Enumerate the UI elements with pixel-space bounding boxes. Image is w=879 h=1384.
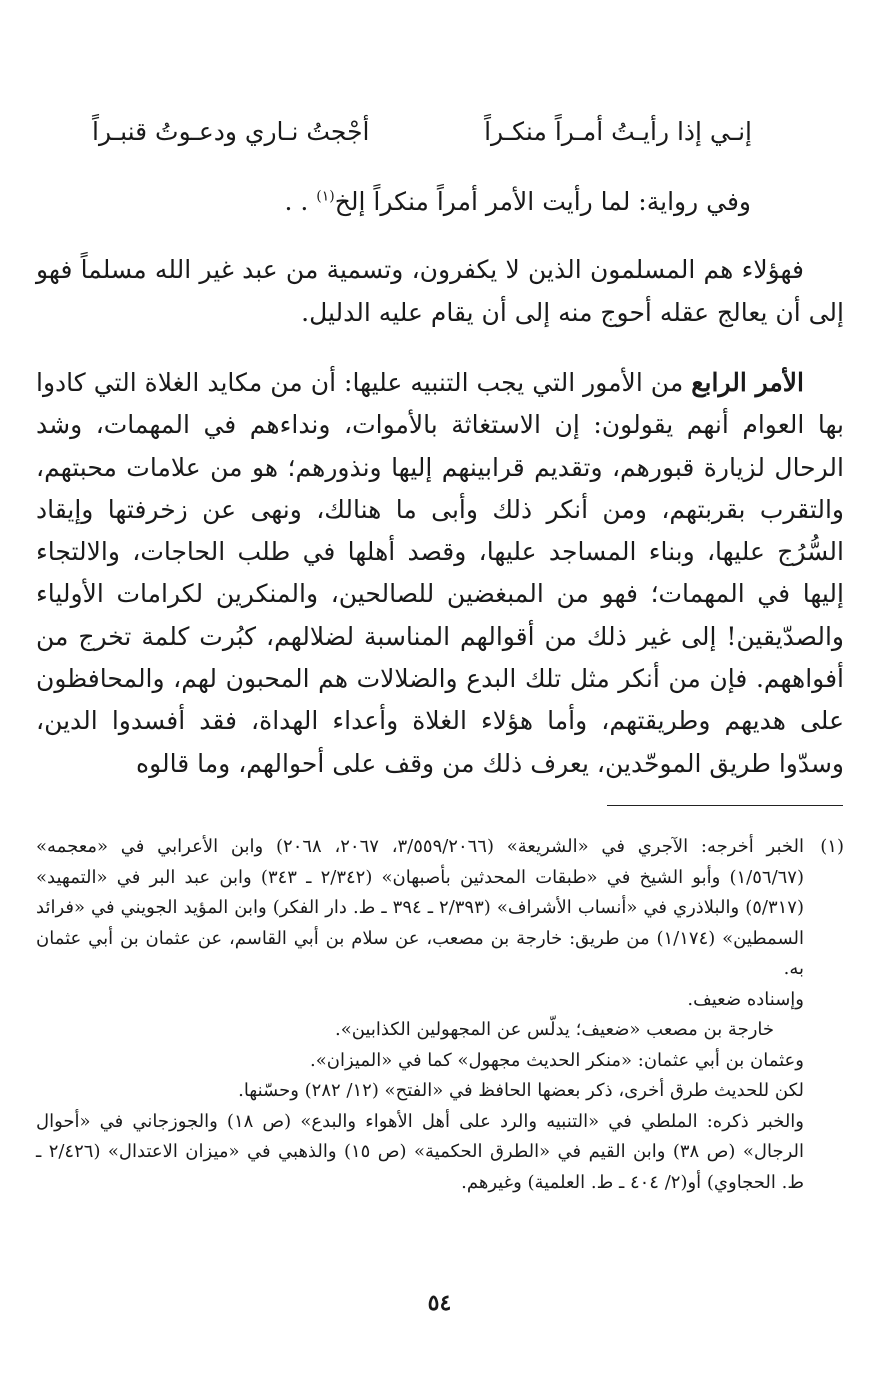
footnote-number: (١) [820,836,844,857]
page-number: ٥٤ [427,1290,452,1316]
paragraph-1-text: فهؤلاء هم المسلمون الذين لا يكفرون، وتسمية من عبد غير الله مسلماً فهو إلى أن يعالج عقله أحوج منه إلى أن يقام عليه الدليل. [36,255,844,327]
footnote-1 [36,832,844,1198]
paragraph-2-lead: الأمر الرابع [691,368,804,397]
paragraph-1 [36,248,844,334]
footnotes [36,832,844,1198]
poem-verse [92,110,752,154]
footnote-indented-line: خارجة بن مصعب «ضعيف؛ يدلّس عن المجهولين الكذابين». [334,1019,774,1040]
footnote-line: الخبر أخرجه: الآجري في «الشريعة» (٣/٥٥٩/٢٠٦٦، ٢٠٦٧، ٢٠٦٨) وابن الأعرابي في «معجمه» (١/٥٦/٦٧) وأبو الشيخ في «طبقات المحدثين بأصبهان» (٢/٣٤٢ ـ ٣٤٣) وابن عبد البر في «التمهيد» (٥/٣١٧) والبلاذري في «أنساب الأشراف» (٢/٣٩٣ ـ ٣٩٤ ـ ط. دار الفكر) وابن المؤيد الجويني في «فرائد السمطين» (١/١٧٤) من طريق: خارجة بن مصعب، عن سلام بن أبي القاسم، عن عثمان بن أبي عثمان به. [36,836,805,979]
variant-reading [191,180,751,224]
paragraph-2 [36,362,844,785]
poem-first-hemistich: إنـي إذا رأيـتُ أمـراً منكـراً [484,117,752,146]
footnote-line: والخبر ذكره: الملطي في «التنبيه والرد على أهل الأهواء والبدع» (ص ١٨) والجوزجاني في «أحوال الرجال» (ص ٣٨) وابن القيم في «الطرق الحكمية» (ص ١٥) والذهبي في «ميزان الاعتدال» (٢/٤٢٦ ـ ط. الحجاوي) أو(٢/ ٤٠٤ ـ ط. العلمية) وغيرهم. [36,1110,804,1193]
variant-tail: . . [284,187,309,216]
poem-second-hemistich: أجْجتُ نـاري ودعـوتُ قنبـراً [92,117,370,146]
paragraph-2-text: من الأمور التي يجب التنبيه عليها: أن من مكايد الغلاة التي كادوا بها العوام أنهم يقولون: إن الاستغاثة بالأموات، ونداءهم في المهمات، وشد الرحال لزيارة قبورهم، وتقديم قرابينهم إليها ونذورهم؛ هو من علامات محبتهم، والتقرب بقربتهم، ومن أنكر ذلك وأبى ما هنالك، ونهى عن زخرفتها وإيقاد السُّرُج عليها، وبناء المساجد عليها، وقصد أهلها في طلب الحاجات، والالتجاء إليها في المهمات؛ فهو من المبغضين للصالحين، والمنكرين لكرامات الأولياء والصدّيقين! إلى غير ذلك من أقوالهم المناسبة لضلالهم، كبُرت كلمة تخرج من أفواههم. فإن من أنكر مثل تلك البدع والضلالات هم المحبون لهم، والمحافظون على هديهم وطريقتهم، وأما هؤلاء الغلاة وأعداء الهداة، فقد أفسدوا الدين، وسدّوا طريق الموحّدين، يعرف ذلك من وقف على أحوالهم، وما قالوه [36,368,844,778]
variant-text: وفي رواية: لما رأيت الأمر أمراً منكراً إلخ [334,187,751,216]
footnote-line: وعثمان بن أبي عثمان: «منكر الحديث مجهول» كما في «الميزان». [310,1049,804,1071]
footnote-line: وإسناده ضعيف. [687,988,804,1010]
footnote-line: لكن للحديث طرق أخرى، ذكر بعضها الحافظ في «الفتح» (١٢/ ٢٨٢) وحسّنها. [238,1080,804,1101]
footnote-reference: (١) [316,188,335,205]
paragraph-2-body [36,362,844,785]
footnote-body [36,832,804,1198]
footnote-separator [607,805,843,806]
